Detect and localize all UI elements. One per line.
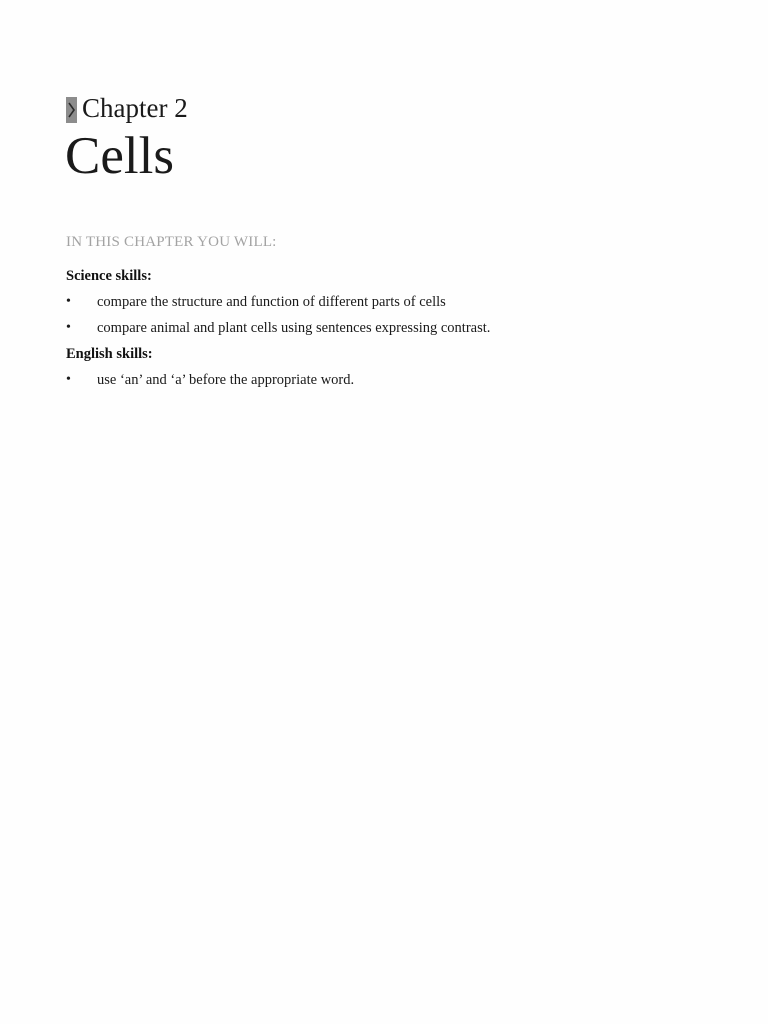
list-item-text: use ‘an’ and ‘a’ before the appropriate word. — [97, 372, 355, 388]
chevron-right-icon — [66, 97, 77, 123]
list-item — [66, 370, 706, 390]
skills-list — [66, 266, 706, 396]
science-skills-group — [66, 266, 706, 338]
chapter-header — [66, 92, 188, 124]
chapter-number: Chapter 2 — [82, 93, 188, 123]
objectives-heading: IN THIS CHAPTER YOU WILL: — [66, 234, 277, 250]
chapter-title: Cells — [65, 127, 174, 185]
bullet-icon: • — [66, 320, 71, 335]
english-skills-heading: English skills: — [66, 346, 153, 362]
list-item-text: compare animal and plant cells using sentences expressing contrast. — [97, 320, 491, 336]
list-item — [66, 318, 706, 338]
science-skills-heading: Science skills: — [66, 268, 152, 284]
bullet-icon: • — [66, 372, 71, 387]
list-item — [66, 292, 706, 312]
list-item-text: compare the structure and function of different parts of cells — [97, 294, 446, 310]
english-skills-group — [66, 344, 706, 390]
bullet-icon: • — [66, 294, 71, 309]
